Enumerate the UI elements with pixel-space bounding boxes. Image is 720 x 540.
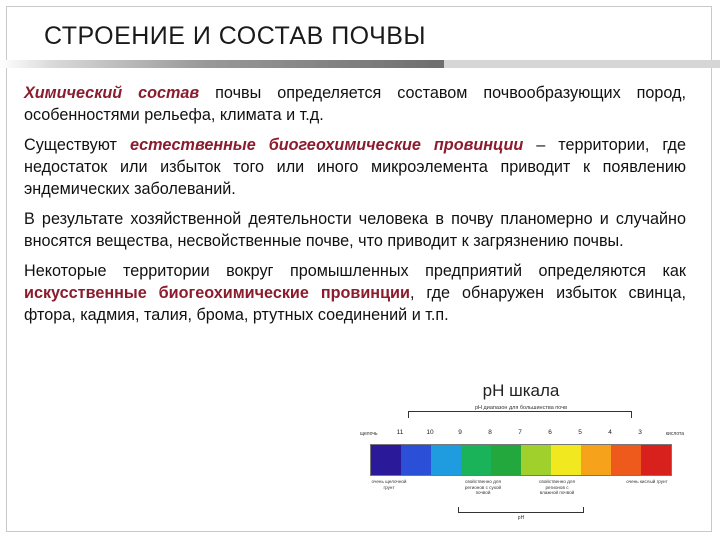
ph-right-end-label: кислота bbox=[665, 431, 684, 437]
ph-scale-figure bbox=[356, 375, 686, 523]
ph-color-segment bbox=[611, 445, 641, 475]
paragraph-human-activity: В результате хозяйственной деятельности человека в почву планомерно и случайно вносятся вещества, несвойственные почве, что приводит к загрязнению почвы. bbox=[24, 210, 686, 250]
title-underline bbox=[0, 60, 444, 68]
ph-number-row bbox=[356, 429, 686, 441]
body-text bbox=[24, 82, 686, 334]
ph-number-label: 7 bbox=[518, 429, 522, 436]
ph-color-segment bbox=[581, 445, 611, 475]
ph-color-segment bbox=[641, 445, 671, 475]
ph-color-segment bbox=[371, 445, 401, 475]
ph-color-bar bbox=[370, 444, 672, 476]
ph-color-segment bbox=[551, 445, 581, 475]
ph-number-label: 5 bbox=[578, 429, 582, 436]
paragraph-chemical-composition bbox=[24, 82, 686, 126]
highlight-term: Химический состав bbox=[24, 84, 200, 102]
ph-number-label: 9 bbox=[458, 429, 462, 436]
ph-left-end-label: щелочь bbox=[360, 431, 378, 437]
ph-color-segment bbox=[431, 445, 461, 475]
paragraph-text: , где обнаружен избыток свинца, фтора, кадмия, талия, брома, ртутных соединений и т.п. bbox=[24, 284, 686, 324]
ph-note: очень кислый грунт bbox=[626, 479, 668, 484]
ph-number-label: 3 bbox=[638, 429, 642, 436]
title-underline-accent bbox=[444, 60, 720, 68]
ph-note: свойственно для регионов с сухой почвой bbox=[464, 479, 502, 496]
ph-bottom-bracket bbox=[458, 507, 584, 513]
ph-color-segment bbox=[401, 445, 431, 475]
ph-range-bracket bbox=[408, 411, 632, 418]
paragraph-text: Существуют bbox=[24, 136, 130, 154]
paragraph-natural-provinces bbox=[24, 134, 686, 200]
ph-color-segment bbox=[491, 445, 521, 475]
page-title: СТРОЕНИЕ И СОСТАВ ПОЧВЫ bbox=[44, 22, 427, 50]
ph-number-label: 11 bbox=[396, 429, 404, 436]
paragraph-artificial-provinces bbox=[24, 260, 686, 326]
highlight-term: искусственные биогеохимические провинции bbox=[24, 284, 410, 302]
ph-note: очень щелочной грунт bbox=[371, 479, 407, 490]
ph-number-label: 10 bbox=[426, 429, 434, 436]
ph-color-segment bbox=[461, 445, 491, 475]
highlight-term: естественные биогеохимические провинции bbox=[129, 136, 524, 154]
paragraph-text: Некоторые территории вокруг промышленных предприятий определяются как bbox=[24, 262, 686, 280]
ph-note: свойственно для регионов с влажной почвой bbox=[539, 479, 575, 496]
paragraph-text: почвы определяется составом почвообразующих пород, особенностями рельефа, климата и т.д. bbox=[24, 84, 686, 124]
paragraph-text: – территории, где недостаток или избыток того или иного микроэлемента приводит к появлению эндемических заболеваний. bbox=[24, 136, 686, 198]
ph-bottom-label: pH bbox=[517, 515, 525, 521]
ph-color-segment bbox=[521, 445, 551, 475]
ph-scale-subtitle: pH диапазон для большинства почв bbox=[475, 405, 567, 411]
ph-number-label: 8 bbox=[488, 429, 492, 436]
ph-number-label: 6 bbox=[548, 429, 552, 436]
ph-number-label: 4 bbox=[608, 429, 612, 436]
ph-scale-title: pH шкала bbox=[482, 381, 560, 400]
